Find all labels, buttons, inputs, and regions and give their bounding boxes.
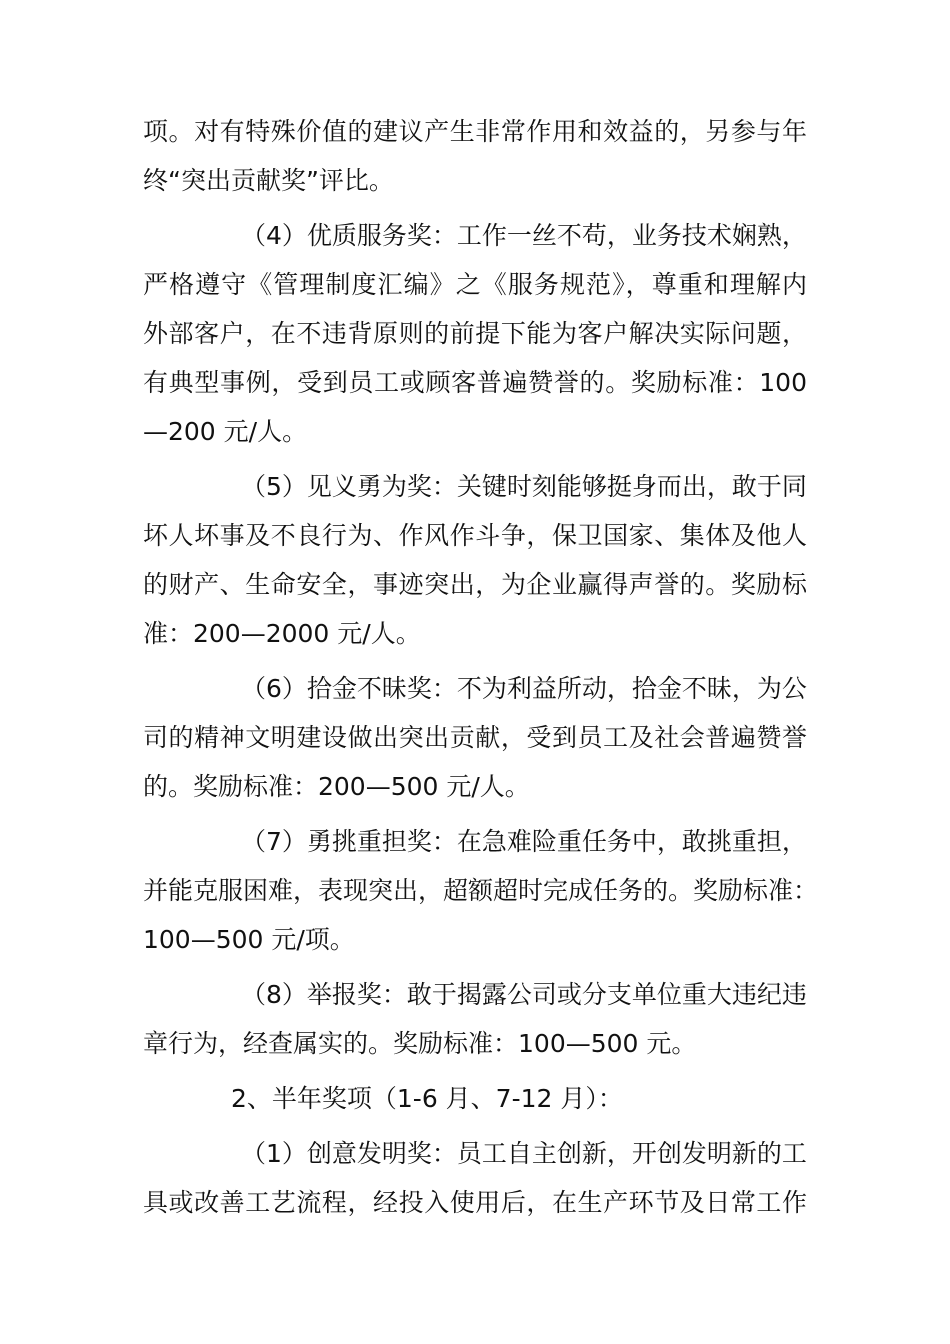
text-line: 坏人坏事及不良行为、作风作斗争，保卫国家、集体及他人 bbox=[143, 521, 807, 550]
text-line: （8）举报奖：敢于揭露公司或分支单位重大违纪违 bbox=[241, 980, 807, 1009]
text-line: （5）见义勇为奖：关键时刻能够挺身而出，敢于同 bbox=[241, 472, 807, 501]
text-line: （4）优质服务奖：工作一丝不苟，业务技术娴熟， bbox=[241, 221, 807, 250]
text-line: 外部客户，在不违背原则的前提下能为客户解决实际问题， bbox=[143, 319, 807, 348]
paragraph-award-7 bbox=[143, 817, 819, 964]
text-line: 司的精神文明建设做出突出贡献，受到员工及社会普遍赞誉 bbox=[143, 723, 807, 752]
text-line: 章行为，经查属实的。奖励标准：100—500 元。 bbox=[143, 1029, 697, 1058]
section-heading-text: 2、半年奖项（1-6 月、7-12 月）： bbox=[231, 1084, 623, 1113]
text-line: 终“突出贡献奖”评比。 bbox=[143, 166, 394, 195]
text-line: （1）创意发明奖：员工自主创新，开创发明新的工 bbox=[241, 1139, 807, 1168]
text-line: 项。对有特殊价值的建议产生非常作用和效益的，另参与年 bbox=[143, 117, 807, 146]
text-line: 准：200—2000 元/人。 bbox=[143, 619, 421, 648]
paragraph-award-4 bbox=[143, 211, 807, 456]
text-line: 并能克服困难，表现突出，超额超时完成任务的。奖励标准： bbox=[143, 876, 819, 905]
text-line: 具或改善工艺流程，经投入使用后，在生产环节及日常工作 bbox=[143, 1188, 807, 1217]
text-line: —200 元/人。 bbox=[143, 417, 308, 446]
text-line: 有典型事例，受到员工或顾客普遍赞誉的。奖励标准：100 bbox=[143, 368, 807, 397]
text-line: 的。奖励标准：200—500 元/人。 bbox=[143, 772, 530, 801]
document-body bbox=[143, 107, 819, 1233]
text-line: （6）拾金不昧奖：不为利益所动，拾金不昧，为公 bbox=[241, 674, 807, 703]
paragraph-halfyear-1 bbox=[143, 1129, 807, 1227]
paragraph-award-6 bbox=[143, 664, 807, 811]
text-line: 的财产、生命安全，事迹突出，为企业赢得声誉的。奖励标 bbox=[143, 570, 807, 599]
section-heading-halfyear bbox=[143, 1074, 807, 1123]
text-line: 严格遵守《管理制度汇编》之《服务规范》，尊重和理解内 bbox=[143, 270, 807, 299]
paragraph-award-5 bbox=[143, 462, 807, 658]
paragraph-continuation bbox=[143, 107, 807, 205]
paragraph-award-8 bbox=[143, 970, 807, 1068]
text-line: （7）勇挑重担奖：在急难险重任务中，敢挑重担， bbox=[241, 827, 807, 856]
text-line: 100—500 元/项。 bbox=[143, 925, 355, 954]
